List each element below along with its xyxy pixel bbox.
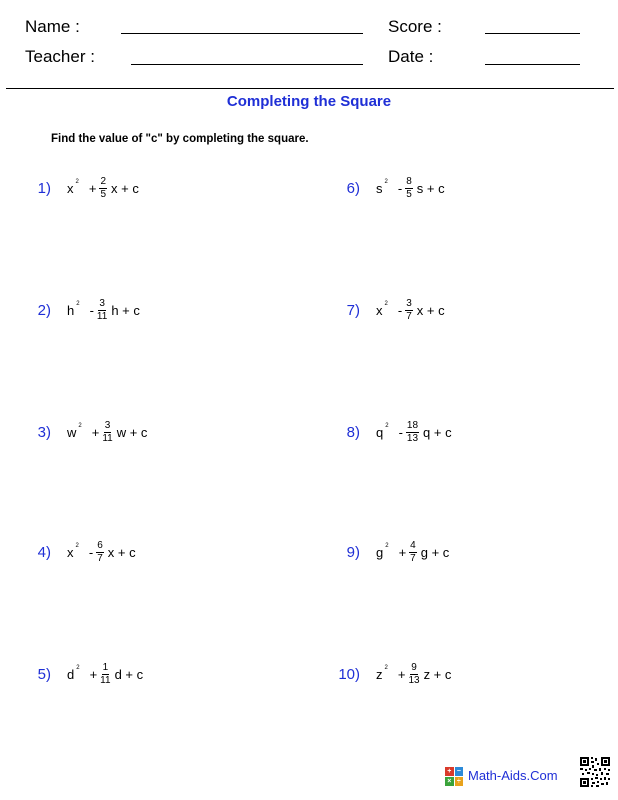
operator: + <box>88 180 97 196</box>
expression-tail: g + c <box>420 544 450 560</box>
fraction <box>99 177 107 200</box>
fraction-denominator: 11 <box>96 310 108 322</box>
variable: g <box>376 544 384 560</box>
fraction-denominator: 7 <box>410 552 416 564</box>
name-blank-line[interactable] <box>121 33 363 34</box>
expression-tail: x + c <box>107 544 136 560</box>
fraction <box>409 541 417 564</box>
problem-expression <box>67 421 147 444</box>
logo-divide: ÷ <box>455 777 464 786</box>
fraction-numerator: 3 <box>99 297 105 309</box>
variable: x <box>376 302 383 318</box>
fraction <box>408 663 419 686</box>
fraction-denominator: 11 <box>102 432 113 444</box>
variable: s <box>376 180 383 196</box>
exponent: 2 <box>76 301 80 307</box>
variable: q <box>376 424 384 440</box>
date-label: Date : <box>388 47 434 66</box>
problem-6 <box>330 171 445 205</box>
fraction-numerator: 1 <box>102 661 109 673</box>
exponent: 2 <box>384 665 388 671</box>
exponent: 2 <box>75 543 79 549</box>
header-divider <box>6 88 614 89</box>
problem-5 <box>26 657 143 691</box>
logo-plus: + <box>445 767 454 776</box>
variable: x <box>67 544 74 560</box>
problem-number: 10) <box>338 665 360 683</box>
exponent: 2 <box>76 665 80 671</box>
problem-expression <box>67 663 143 686</box>
exponent: 2 <box>75 179 79 185</box>
operator: - <box>398 424 403 440</box>
score-blank-line[interactable] <box>485 33 580 34</box>
problem-expression <box>376 177 445 200</box>
fraction-denominator: 11 <box>100 674 111 686</box>
problem-expression <box>67 177 139 200</box>
operator: - <box>397 180 403 196</box>
worksheet-title: Completing the Square <box>226 93 392 110</box>
operator: - <box>88 544 94 560</box>
problem-8 <box>330 415 452 449</box>
fraction-numerator: 3 <box>406 297 412 309</box>
problem-number: 8) <box>346 423 360 441</box>
fraction <box>406 421 419 444</box>
score-label: Score : <box>388 17 442 36</box>
problem-number: 7) <box>346 301 360 319</box>
problem-number: 2) <box>37 301 51 319</box>
expression-tail: q + c <box>423 424 452 440</box>
fraction-denominator: 5 <box>406 188 412 200</box>
variable: z <box>376 666 383 682</box>
problem-7 <box>330 293 445 327</box>
operator: + <box>89 666 98 682</box>
expression-tail: x + c <box>416 302 445 318</box>
expression-tail: s + c <box>416 180 445 196</box>
problem-expression <box>376 299 445 322</box>
fraction <box>97 299 107 322</box>
problem-expression <box>376 421 452 444</box>
problem-expression <box>376 663 451 686</box>
fraction-numerator: 9 <box>411 661 417 673</box>
problem-expression <box>67 299 140 322</box>
logo-minus: − <box>455 767 464 776</box>
exponent: 2 <box>385 543 389 549</box>
problem-number: 3) <box>37 423 51 441</box>
problem-10 <box>330 657 451 691</box>
operator: + <box>397 666 406 682</box>
problem-2 <box>26 293 140 327</box>
logo-times: × <box>445 777 454 786</box>
fraction-denominator: 7 <box>406 310 412 322</box>
problem-4 <box>26 535 136 569</box>
instructions: Find the value of "c" by completing the square. <box>51 133 309 145</box>
fraction-numerator: 2 <box>100 175 106 187</box>
expression-tail: w + c <box>116 424 148 440</box>
problem-number: 5) <box>37 665 51 683</box>
qr-code-icon <box>579 756 611 788</box>
variable: w <box>67 424 77 440</box>
problem-number: 4) <box>37 543 51 561</box>
exponent: 2 <box>385 423 389 429</box>
fraction <box>102 421 112 444</box>
problem-expression <box>376 541 449 564</box>
operator: + <box>398 544 407 560</box>
fraction <box>96 541 104 564</box>
fraction-numerator: 8 <box>406 175 412 187</box>
teacher-label: Teacher : <box>25 47 95 66</box>
exponent: 2 <box>78 423 82 429</box>
problem-9 <box>330 535 449 569</box>
footer-brand: Math-Aids.Com <box>468 768 558 783</box>
problem-number: 1) <box>37 179 51 197</box>
exponent: 2 <box>384 301 388 307</box>
operator: - <box>89 302 94 318</box>
date-blank-line[interactable] <box>485 64 580 65</box>
problem-number: 9) <box>346 543 360 561</box>
problem-1 <box>26 171 139 205</box>
fraction-denominator: 13 <box>408 674 420 686</box>
expression-tail: h + c <box>111 302 140 318</box>
fraction <box>405 299 413 322</box>
expression-tail: x + c <box>111 180 139 196</box>
exponent: 2 <box>384 179 388 185</box>
fraction-numerator: 6 <box>97 539 103 551</box>
fraction <box>100 663 110 686</box>
fraction-denominator: 13 <box>406 432 419 444</box>
fraction <box>405 177 413 200</box>
teacher-blank-line[interactable] <box>131 64 363 65</box>
fraction-numerator: 3 <box>104 419 111 431</box>
variable: d <box>67 666 75 682</box>
name-label: Name : <box>25 17 80 36</box>
problem-number: 6) <box>346 179 360 197</box>
problem-expression <box>67 541 136 564</box>
variable: x <box>67 180 74 196</box>
operator: + <box>91 424 100 440</box>
expression-tail: d + c <box>114 666 144 682</box>
fraction-denominator: 7 <box>97 552 103 564</box>
variable: h <box>67 302 75 318</box>
expression-tail: z + c <box>423 666 452 682</box>
fraction-denominator: 5 <box>100 188 106 200</box>
fraction-numerator: 4 <box>410 539 416 551</box>
fraction-numerator: 18 <box>406 419 419 431</box>
operator: - <box>397 302 403 318</box>
problem-3 <box>26 415 147 449</box>
calculator-icon <box>445 767 463 785</box>
